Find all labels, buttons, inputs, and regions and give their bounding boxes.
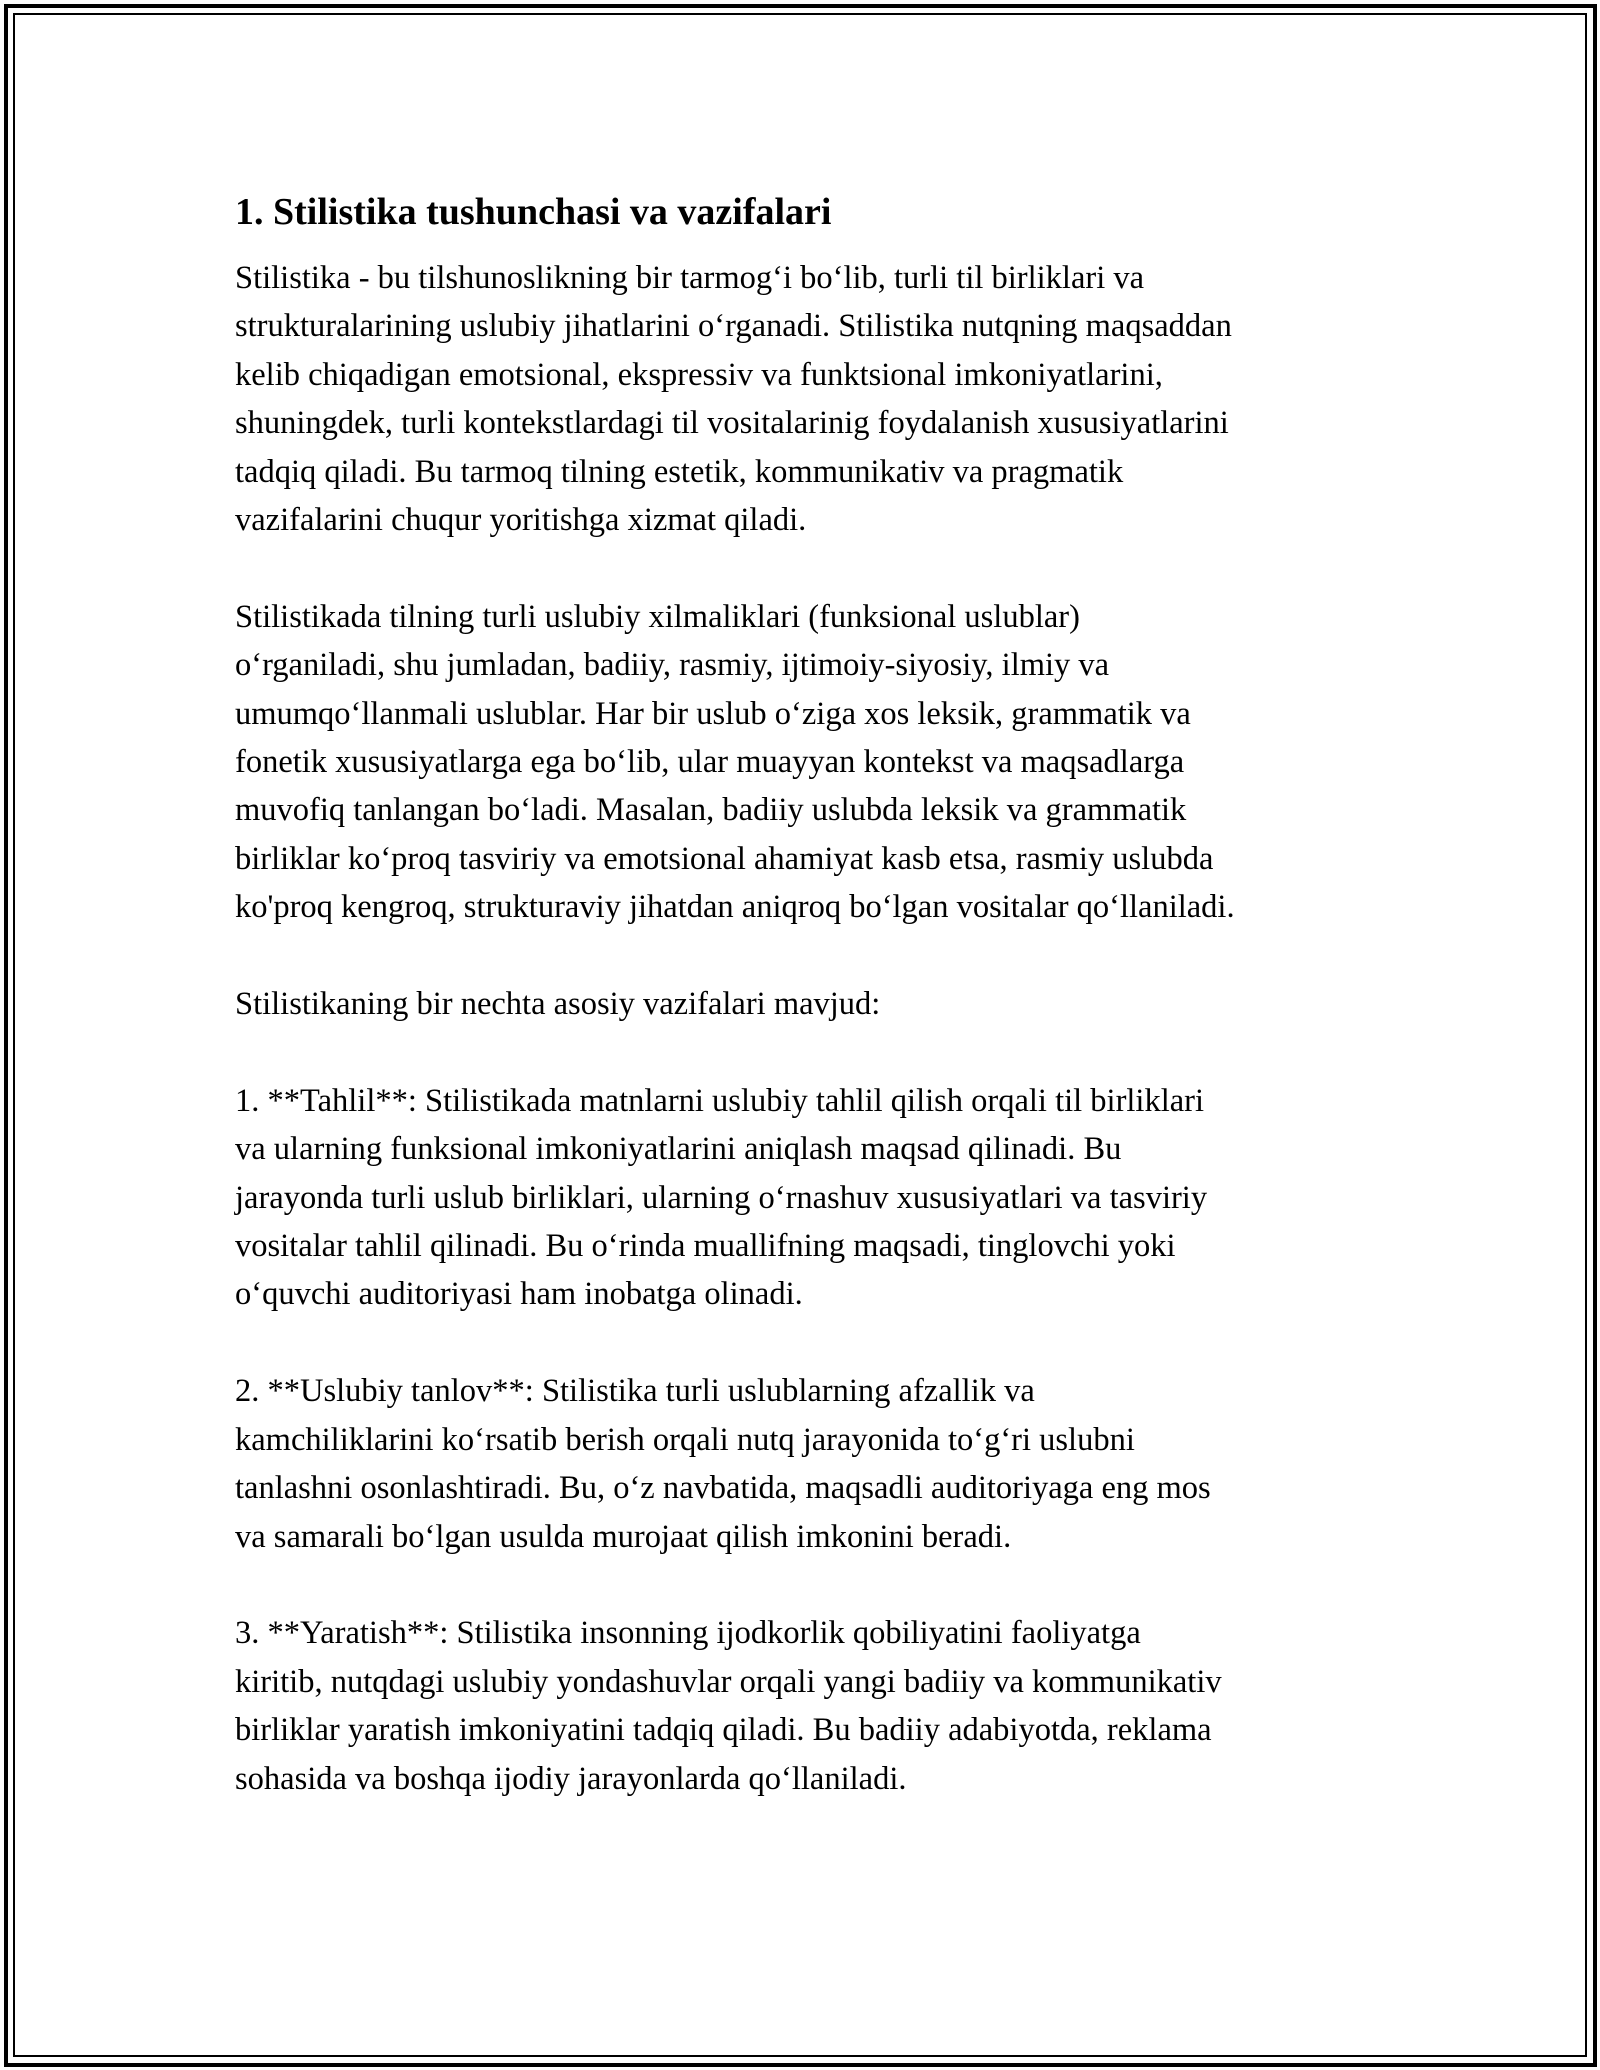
document-title: 1. Stilistika tushunchasi va vazifalari <box>235 191 832 233</box>
paragraph-functional-styles: Stilistikada tilning turli uslubiy xilmaliklari (funksional uslublar) o‘rganiladi, shu jumladan, badiiy, rasmiy, ijtimoiy-siyosiy, ilmiy va umumqo‘llanmali uslublar. Har bir uslub o‘ziga xos leksik, grammatik va fonetik xususiyatlarga ega bo‘lib, ular muayyan kontekst va maqsadlarga muvofiq tanlangan bo‘ladi. Masalan, badiiy uslubda leksik va grammatik birliklar ko‘proq tasviriy va emotsional ahamiyat kasb etsa, rasmiy uslubda ko'proq kengroq, strukturaviy jihatdan aniqroq bo‘lgan vositalar qo‘llaniladi. <box>235 598 1235 926</box>
list-item-creation: 3. **Yaratish**: Stilistika insonning ijodkorlik qobiliyatini faoliyatga kiritib, nutqdagi uslubiy yondashuvlar orqali yangi badiiy va kommunikativ birliklar yaratish imkoniyatini tadqiq qiladi. Bu badiiy adabiyotda, reklama sohasida va boshqa ijodiy jarayonlarda qo‘llaniladi. <box>235 1615 1222 1797</box>
paragraph-definition: Stilistika - bu tilshunoslikning bir tarmog‘i bo‘lib, turli til birliklari va strukturalarining uslubiy jihatlarini o‘rganadi. Stilistika nutqning maqsaddan kelib chiqadigan emotsional, ekspressiv va funktsional imkoniyatlarini, shuningdek, turli kontekstlardagi til vositalarinig foydalanish xususiyatlarini tadqiq qiladi. Bu tarmoq tilning estetik, kommunikativ va pragmatik vazifalarini chuqur yoritishga xizmat qiladi. <box>235 260 1232 539</box>
list-item-analysis: 1. **Tahlil**: Stilistikada matnlarni uslubiy tahlil qilish orqali til birliklari va ularning funksional imkoniyatlarini aniqlash maqsad qilinadi. Bu jarayonda turli uslub birliklari, ularning o‘rnashuv xususiyatlari va tasviriy vositalar tahlil qilinadi. Bu o‘rinda muallifning maqsadi, tinglovchi yoki o‘quvchi auditoriyasi ham inobatga olinadi. <box>235 1082 1208 1313</box>
paragraph-tasks-intro: Stilistikaning bir nechta asosiy vazifalari mavjud: <box>235 986 881 1023</box>
list-item-style-choice: 2. **Uslubiy tanlov**: Stilistika turli uslublarning afzallik va kamchiliklarini ko‘rsatib berish orqali nutq jarayonida to‘g‘ri uslubni tanlashni osonlashtiradi. Bu, o‘z navbatida, maqsadli auditoriyaga eng mos va samarali bo‘lgan usulda murojaat qilish imkonini beradi. <box>235 1373 1211 1555</box>
document-body <box>235 188 1365 1803</box>
